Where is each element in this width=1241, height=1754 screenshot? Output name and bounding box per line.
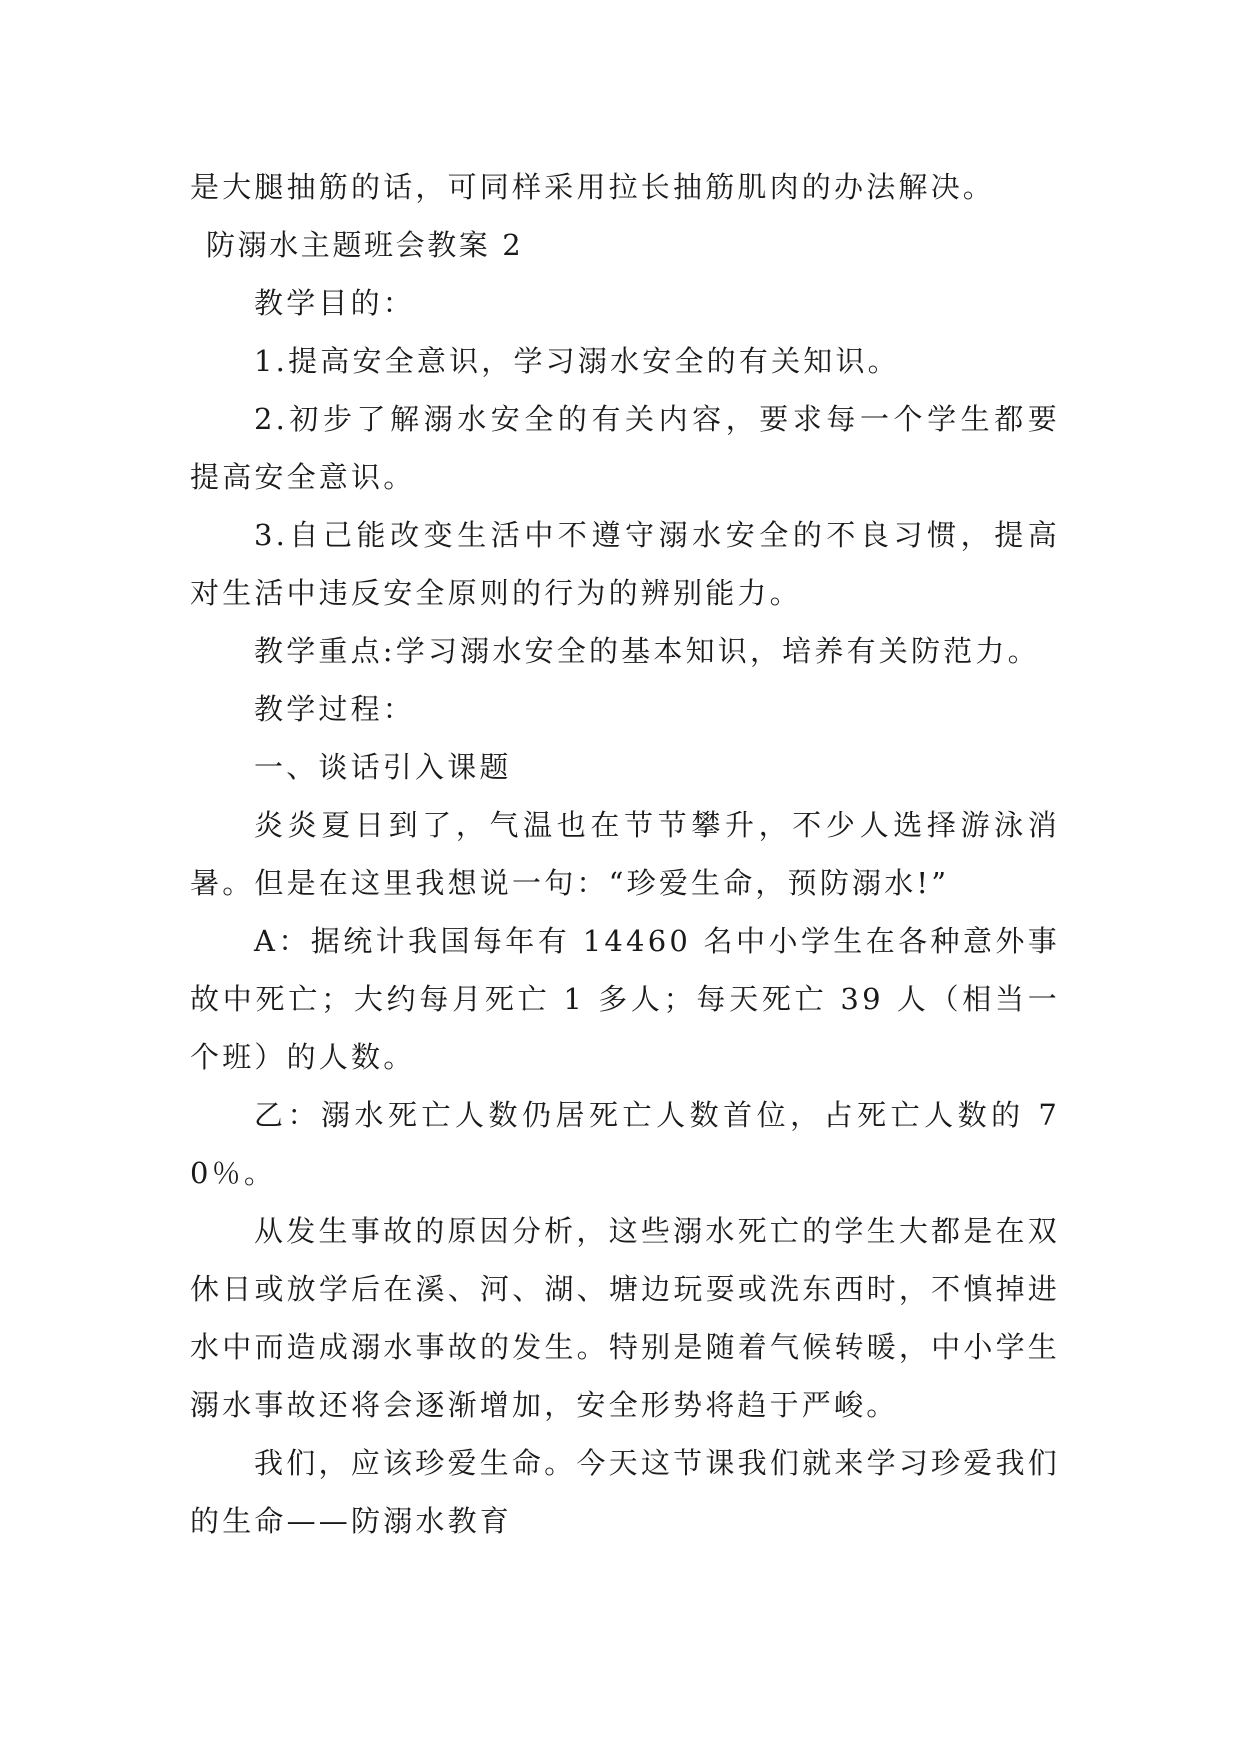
paragraph-goal-2: 2.初步了解溺水安全的有关内容，要求每一个学生都要提高安全意识。 <box>190 402 1060 494</box>
paragraph-intro: 炎炎夏日到了，气温也在节节攀升，不少人选择游泳消暑。但是在这里我想说一句：“珍爱生命，预防溺水!” <box>190 808 1060 900</box>
paragraph-cause-analysis: 从发生事故的原因分析，这些溺水死亡的学生大都是在双休日或放学后在溪、河、湖、塘边玩耍或洗东西时，不慎掉进水中而造成溺水事故的发生。特别是随着气候转暖，中小学生溺水事故还将会逐渐增加，安全形势将趋于严峻。 <box>190 1214 1060 1422</box>
paragraph-key-points: 教学重点:学习溺水安全的基本知识，培养有关防范力。 <box>254 634 1040 668</box>
paragraph-teaching-goals-label: 教学目的： <box>254 286 416 320</box>
paragraph-statistics-a: A：据统计我国每年有 14460 名中小学生在各种意外事故中死亡；大约每月死亡 1 多人；每天死亡 39 人（相当一个班）的人数。 <box>190 924 1060 1074</box>
section-heading: 防溺水主题班会教案 2 <box>206 228 524 262</box>
paragraph-continuation: 是大腿抽筋的话，可同样采用拉长抽筋肌肉的办法解决。 <box>190 170 996 204</box>
paragraph-goal-3: 3.自己能改变生活中不遵守溺水安全的不良习惯，提高对生活中违反安全原则的行为的辨别能力。 <box>190 518 1060 610</box>
paragraph-goal-1: 1.提高安全意识，学习溺水安全的有关知识。 <box>254 344 900 378</box>
paragraph-part-1-title: 一、谈话引入课题 <box>254 750 512 784</box>
paragraph-conclusion: 我们，应该珍爱生命。今天这节课我们就来学习珍爱我们的生命——防溺水教育 <box>190 1446 1060 1538</box>
document-body <box>190 158 1060 1550</box>
paragraph-process-label: 教学过程： <box>254 692 416 726</box>
paragraph-statistics-b: 乙：溺水死亡人数仍居死亡人数首位，占死亡人数的 70％。 <box>190 1098 1060 1190</box>
